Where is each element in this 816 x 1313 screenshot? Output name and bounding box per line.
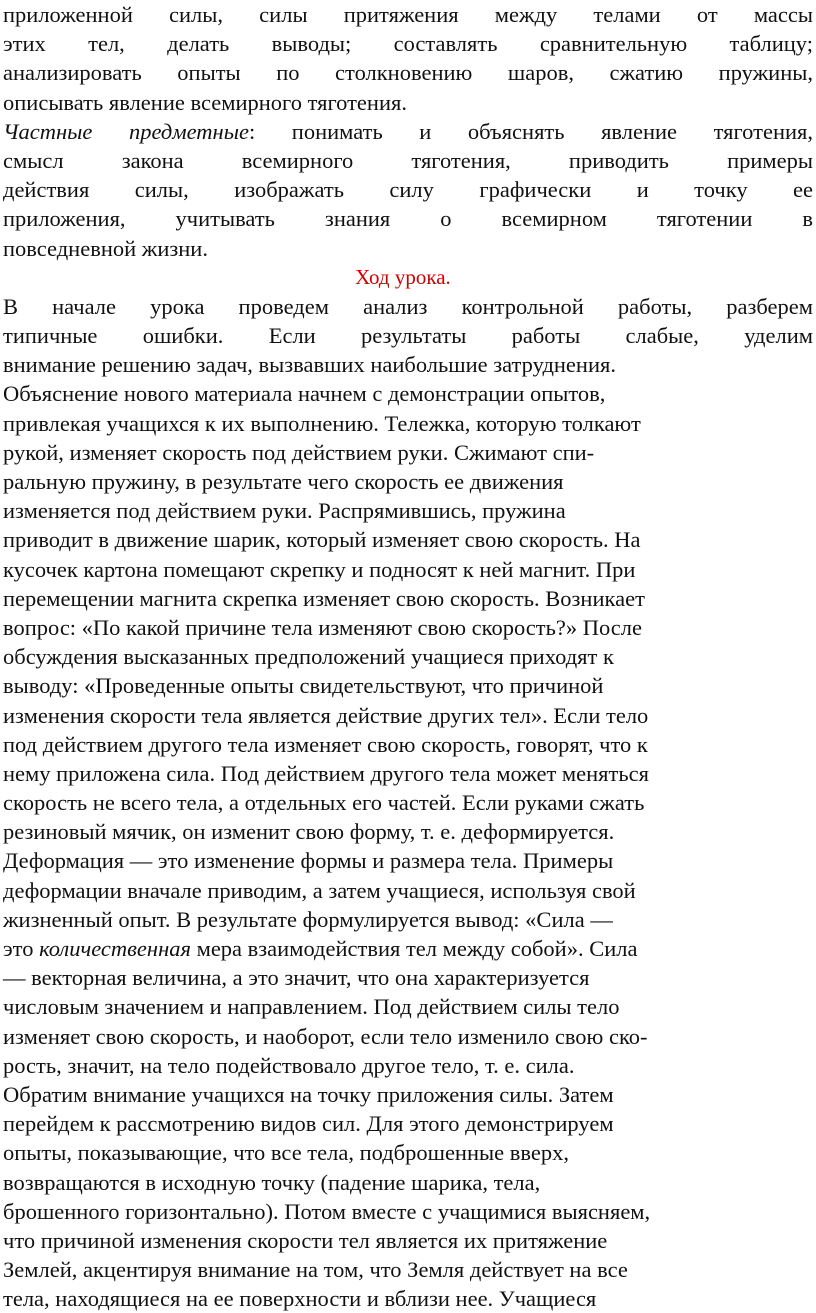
text-line: изменяется под действием руки. Распрямившись, пружина [3, 498, 566, 524]
text-line: возвращаются в исходную точку (падение шарика, тела, [3, 1169, 541, 1195]
text-line: кусочек картона помещают скрепку и подносят к ней магнит. При [3, 556, 636, 582]
text-line: смысл закона всемирного тяготения, приводить примеры [3, 147, 813, 173]
subject-outcomes-label: Частные предметные [3, 118, 249, 144]
text-line: приложения, учитывать знания о всемирном тяготении в [3, 206, 813, 232]
lesson-body [3, 292, 813, 1313]
text-line: опыты, показывающие, что все тела, подброшенные вверх, [3, 1140, 569, 1166]
text-line: изменяет свою скорость, и наоборот, если тело изменило свою ско- [3, 1023, 648, 1049]
text-line: Землей, акцентируя внимание на том, что Земля действует на все [3, 1257, 628, 1283]
text-line: резиновый мячик, он изменит свою форму, т. е. деформируется. [3, 819, 615, 845]
text-line: действия силы, изображать силу графически и точку ее [3, 177, 813, 203]
text-line: под действием другого тела изменяет свою скорость, говорят, что к [3, 731, 648, 757]
text-line: вопрос: «По какой причине тела изменяют свою скорость?» После [3, 614, 642, 640]
text-line: тела, находящиеся на ее поверхности и вблизи нее. Учащиеся [3, 1286, 597, 1312]
text-line [3, 117, 813, 146]
text-line: описывать явление всемирного тяготения. [3, 89, 407, 115]
section-heading-text: Ход урока. [355, 264, 451, 289]
force-line-emphasis: количественная [39, 936, 191, 961]
text-line: Деформация — это изменение формы и размера тела. Примеры [3, 848, 614, 874]
text-line: приводит в движение шарик, который изменяет свою скорость. На [3, 527, 641, 553]
text-line: обсуждения высказанных предположений учащиеся приходят к [3, 644, 614, 670]
text-line: перемещении магнита скрепка изменяет свою скорость. Возникает [3, 585, 645, 611]
text-line: рукой, изменяет скорость под действием руки. Сжимают спи- [3, 439, 595, 465]
document-page [3, 0, 813, 1313]
text-line: этих тел, делать выводы; составлять сравнительную таблицу; [3, 31, 813, 57]
text-line: жизненный опыт. В результате формулируется вывод: «Сила — [3, 906, 613, 932]
text-line: выводу: «Проведенные опыты свидетельствуют, что причиной [3, 673, 604, 699]
text-line: типичные ошибки. Если результаты работы слабые, уделим [3, 323, 813, 349]
text-line: повседневной жизни. [3, 235, 208, 261]
text-line: перейдем к рассмотрению видов сил. Для этого демонстрируем [3, 1111, 614, 1137]
subject-outcomes-text: : понимать и объяснять явление тяготения, [248, 118, 813, 144]
subject-outcomes-paragraph [3, 117, 813, 263]
text-line: скорость не всего тела, а отдельных его частей. Если руками сжать [3, 790, 645, 816]
intro-paragraph [3, 0, 813, 117]
text-line: изменения скорости тела является действие других тел». Если тело [3, 702, 649, 728]
text-line: деформации вначале приводим, а затем учащиеся, используя свой [3, 877, 636, 903]
text-line: ральную пружину, в результате чего скорость ее движения [3, 469, 564, 494]
text-line: Объяснение нового материала начнем с демонстрации опытов, [3, 381, 606, 407]
text-line: анализировать опыты по столкновению шаров, сжатию пружины, [3, 60, 813, 86]
text-line: — векторная величина, а это значит, что она характеризуется [3, 965, 590, 991]
text-line: нему приложена сила. Под действием другого тела может меняться [3, 760, 649, 786]
text-line: внимание решению задач, вызвавших наибольшие затруднения. [3, 352, 616, 378]
text-line: приложенной силы, силы притяжения между телами от массы [3, 2, 813, 27]
text-line: числовым значением и направлением. Под действием силы тело [3, 994, 620, 1020]
text-line: брошенного горизонтально). Потом вместе с учащимися выясняем, [3, 1198, 651, 1224]
text-line: рость, значит, на тело подействовало другое тело, т. е. сила. [3, 1052, 575, 1078]
text-line: Обратим внимание учащихся на точку приложения силы. Затем [3, 1081, 614, 1107]
text-line: привлекая учащихся к их выполнению. Тележка, которую толкают [3, 410, 641, 436]
text-line [3, 934, 813, 963]
text-line: что причиной изменения скорости тел является их притяжение [3, 1227, 608, 1253]
force-line-end: мера взаимодействия тел между собой». Сила [190, 936, 638, 961]
force-line-start: это [3, 936, 40, 961]
text-line: В начале урока проведем анализ контрольной работы, разберем [3, 293, 813, 319]
section-heading [3, 263, 813, 292]
